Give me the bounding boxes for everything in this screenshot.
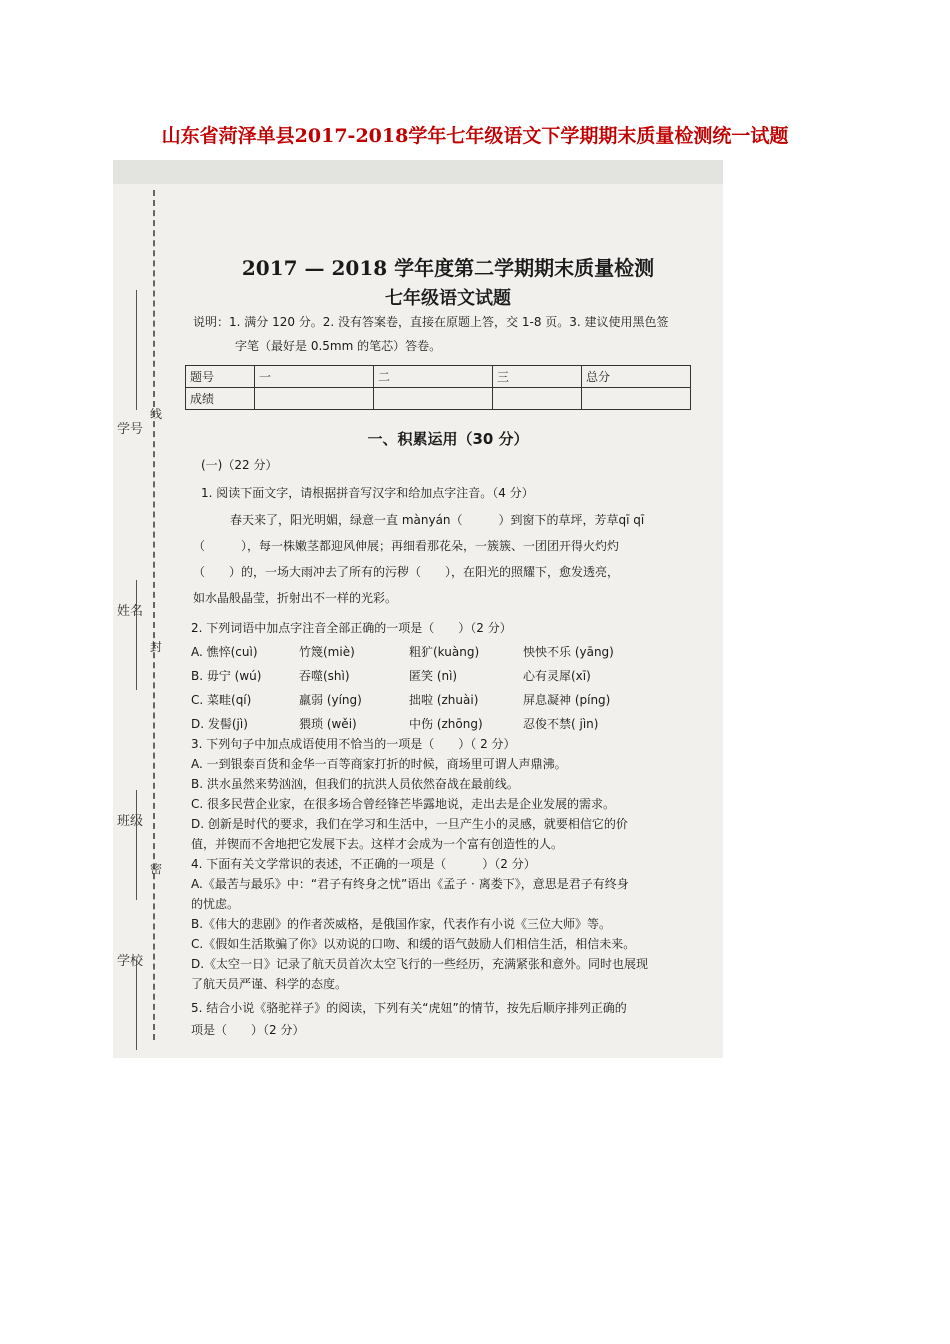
option-text: 值，并锲而不舍地把它发展下去。这样才会成为一个富有创造性的人。: [191, 837, 564, 851]
table-cell: 二: [374, 366, 493, 388]
option-text: C.《假如生活欺骗了你》以劝说的口吻、和缓的语气鼓励人们相信生活，相信未来。: [191, 937, 636, 951]
question-5-stem-continued: 项是（ ）（2 分）: [191, 1023, 305, 1037]
subsection-label: (一)（22 分）: [201, 458, 278, 472]
option-text: 猥琐 (wěi): [299, 717, 357, 731]
table-cell: [493, 388, 582, 410]
scanned-exam-page: [113, 160, 723, 1058]
score-table: [185, 365, 691, 410]
option-text: 拙啦 (zhuài): [409, 693, 479, 707]
question-1-stem: 1. 阅读下面文字，请根据拼音写汉字和给加点字注音。（4 分）: [201, 486, 534, 500]
table-cell: [374, 388, 493, 410]
option-text: 粗犷(kuàng): [409, 645, 480, 659]
margin-label-name: 姓名: [117, 604, 144, 619]
option-text: A. 一到银泰百货和金华一百等商家打折的时候，商场里可谓人声鼎沸。: [191, 757, 567, 771]
option-text: C. 很多民营企业家，在很多场合曾经锋芒毕露地说，走出去是企业发展的需求。: [191, 797, 616, 811]
question-3-stem: 3. 下列句子中加点成语使用不恰当的一项是（ ）（ 2 分）: [191, 737, 516, 751]
question-1-passage-line: （ ）的，一场大雨冲去了所有的污秽（ ），在阳光的照耀下，愈发透亮，: [193, 565, 620, 579]
table-cell: 题号: [186, 366, 255, 388]
table-cell: 成绩: [186, 388, 255, 410]
document-title: 山东省菏泽单县2017-2018学年七年级语文下学期期末质量检测统一试题: [161, 125, 789, 147]
margin-rule: [136, 290, 137, 410]
margin-label-school: 学校: [117, 954, 144, 969]
option-text: 屏息凝神 (píng): [523, 693, 611, 707]
question-2-stem: 2. 下列词语中加点字注音全部正确的一项是（ ）（2 分）: [191, 621, 512, 635]
table-row: [186, 388, 691, 410]
binding-dashed-line: [153, 190, 155, 1040]
option-text: 竹篾(miè): [299, 645, 355, 659]
scan-top-band: [113, 160, 723, 184]
question-1-passage-line: （ ），每一株嫩茎都迎风伸展；再细看那花朵，一簇簇、一团团开得火灼灼: [193, 539, 620, 553]
margin-rule: [136, 580, 137, 690]
margin-label-student-id: 学号: [117, 422, 144, 437]
instructions-line-2: 字笔（最好是 0.5mm 的笔芯）答卷。: [235, 339, 442, 353]
seal-dense-mark: 密: [149, 862, 162, 876]
table-cell: [255, 388, 374, 410]
option-text: B. 洪水虽然来势汹汹，但我们的抗洪人员依然奋战在最前线。: [191, 777, 519, 791]
question-4-stem: 4. 下面有关文学常识的表述，不正确的一项是（ ）（2 分）: [191, 857, 536, 871]
section-title: 一、积累运用（30 分）: [367, 430, 529, 448]
option-text: 怏怏不乐 (yāng): [523, 645, 614, 659]
table-cell: 总分: [582, 366, 691, 388]
option-text: 吞噬(shì): [299, 669, 350, 683]
instructions-line-1: 说明：1. 满分 120 分。2. 没有答案卷，直接在原题上答，交 1-8 页。3. 建议使用黑色签: [193, 315, 669, 329]
table-row: [186, 366, 691, 388]
option-text: 了航天员严谨、科学的态度。: [191, 977, 348, 991]
option-text: 忍俊不禁( jìn): [523, 717, 599, 731]
question-1-passage-line: 如水晶般晶莹，折射出不一样的光彩。: [193, 591, 398, 605]
seal-seal-mark: 封: [149, 640, 162, 654]
option-text: A. 憔悴(cuì): [191, 645, 258, 659]
option-text: B.《伟大的悲剧》的作者茨威格，是俄国作家，代表作有小说《三位大师》等。: [191, 917, 612, 931]
seal-line-mark: 线: [149, 407, 162, 421]
question-1-passage-line: 春天来了，阳光明媚，绿意一直 mànyán（ ）到窗下的草坪，芳草qī qī: [230, 513, 645, 527]
option-text: C. 菜畦(qí): [191, 693, 252, 707]
margin-rule: [136, 790, 137, 900]
option-text: B. 毋宁 (wú): [191, 669, 262, 683]
option-text: D. 创新是时代的要求，我们在学习和生活中，一旦产生小的灵感，就要相信它的价: [191, 817, 628, 831]
table-cell: 三: [493, 366, 582, 388]
option-text: D.《太空一日》记录了航天员首次太空飞行的一些经历，充满紧张和意外。同时也展现: [191, 957, 649, 971]
option-text: 中伤 (zhōng): [409, 717, 483, 731]
margin-rule: [136, 960, 137, 1050]
option-text: 羸弱 (yíng): [299, 693, 362, 707]
margin-label-class: 班级: [117, 814, 144, 829]
exam-title: 2017 — 2018 学年度第二学期期末质量检测: [241, 256, 655, 280]
option-text: D. 发髻(jì): [191, 717, 248, 731]
option-text: A.《最苦与最乐》中：“君子有终身之忧”语出《孟子 · 离娄下》，意思是君子有终身: [191, 877, 629, 891]
option-text: 的忧虑。: [191, 897, 240, 911]
table-cell: 一: [255, 366, 374, 388]
option-text: 心有灵犀(xī): [523, 669, 591, 683]
table-cell: [582, 388, 691, 410]
option-text: 匿笑 (nì): [409, 669, 458, 683]
question-5-stem: 5. 结合小说《骆驼祥子》的阅读，下列有关“虎妞”的情节，按先后顺序排列正确的: [191, 1001, 627, 1015]
exam-subtitle: 七年级语文试题: [385, 288, 511, 309]
